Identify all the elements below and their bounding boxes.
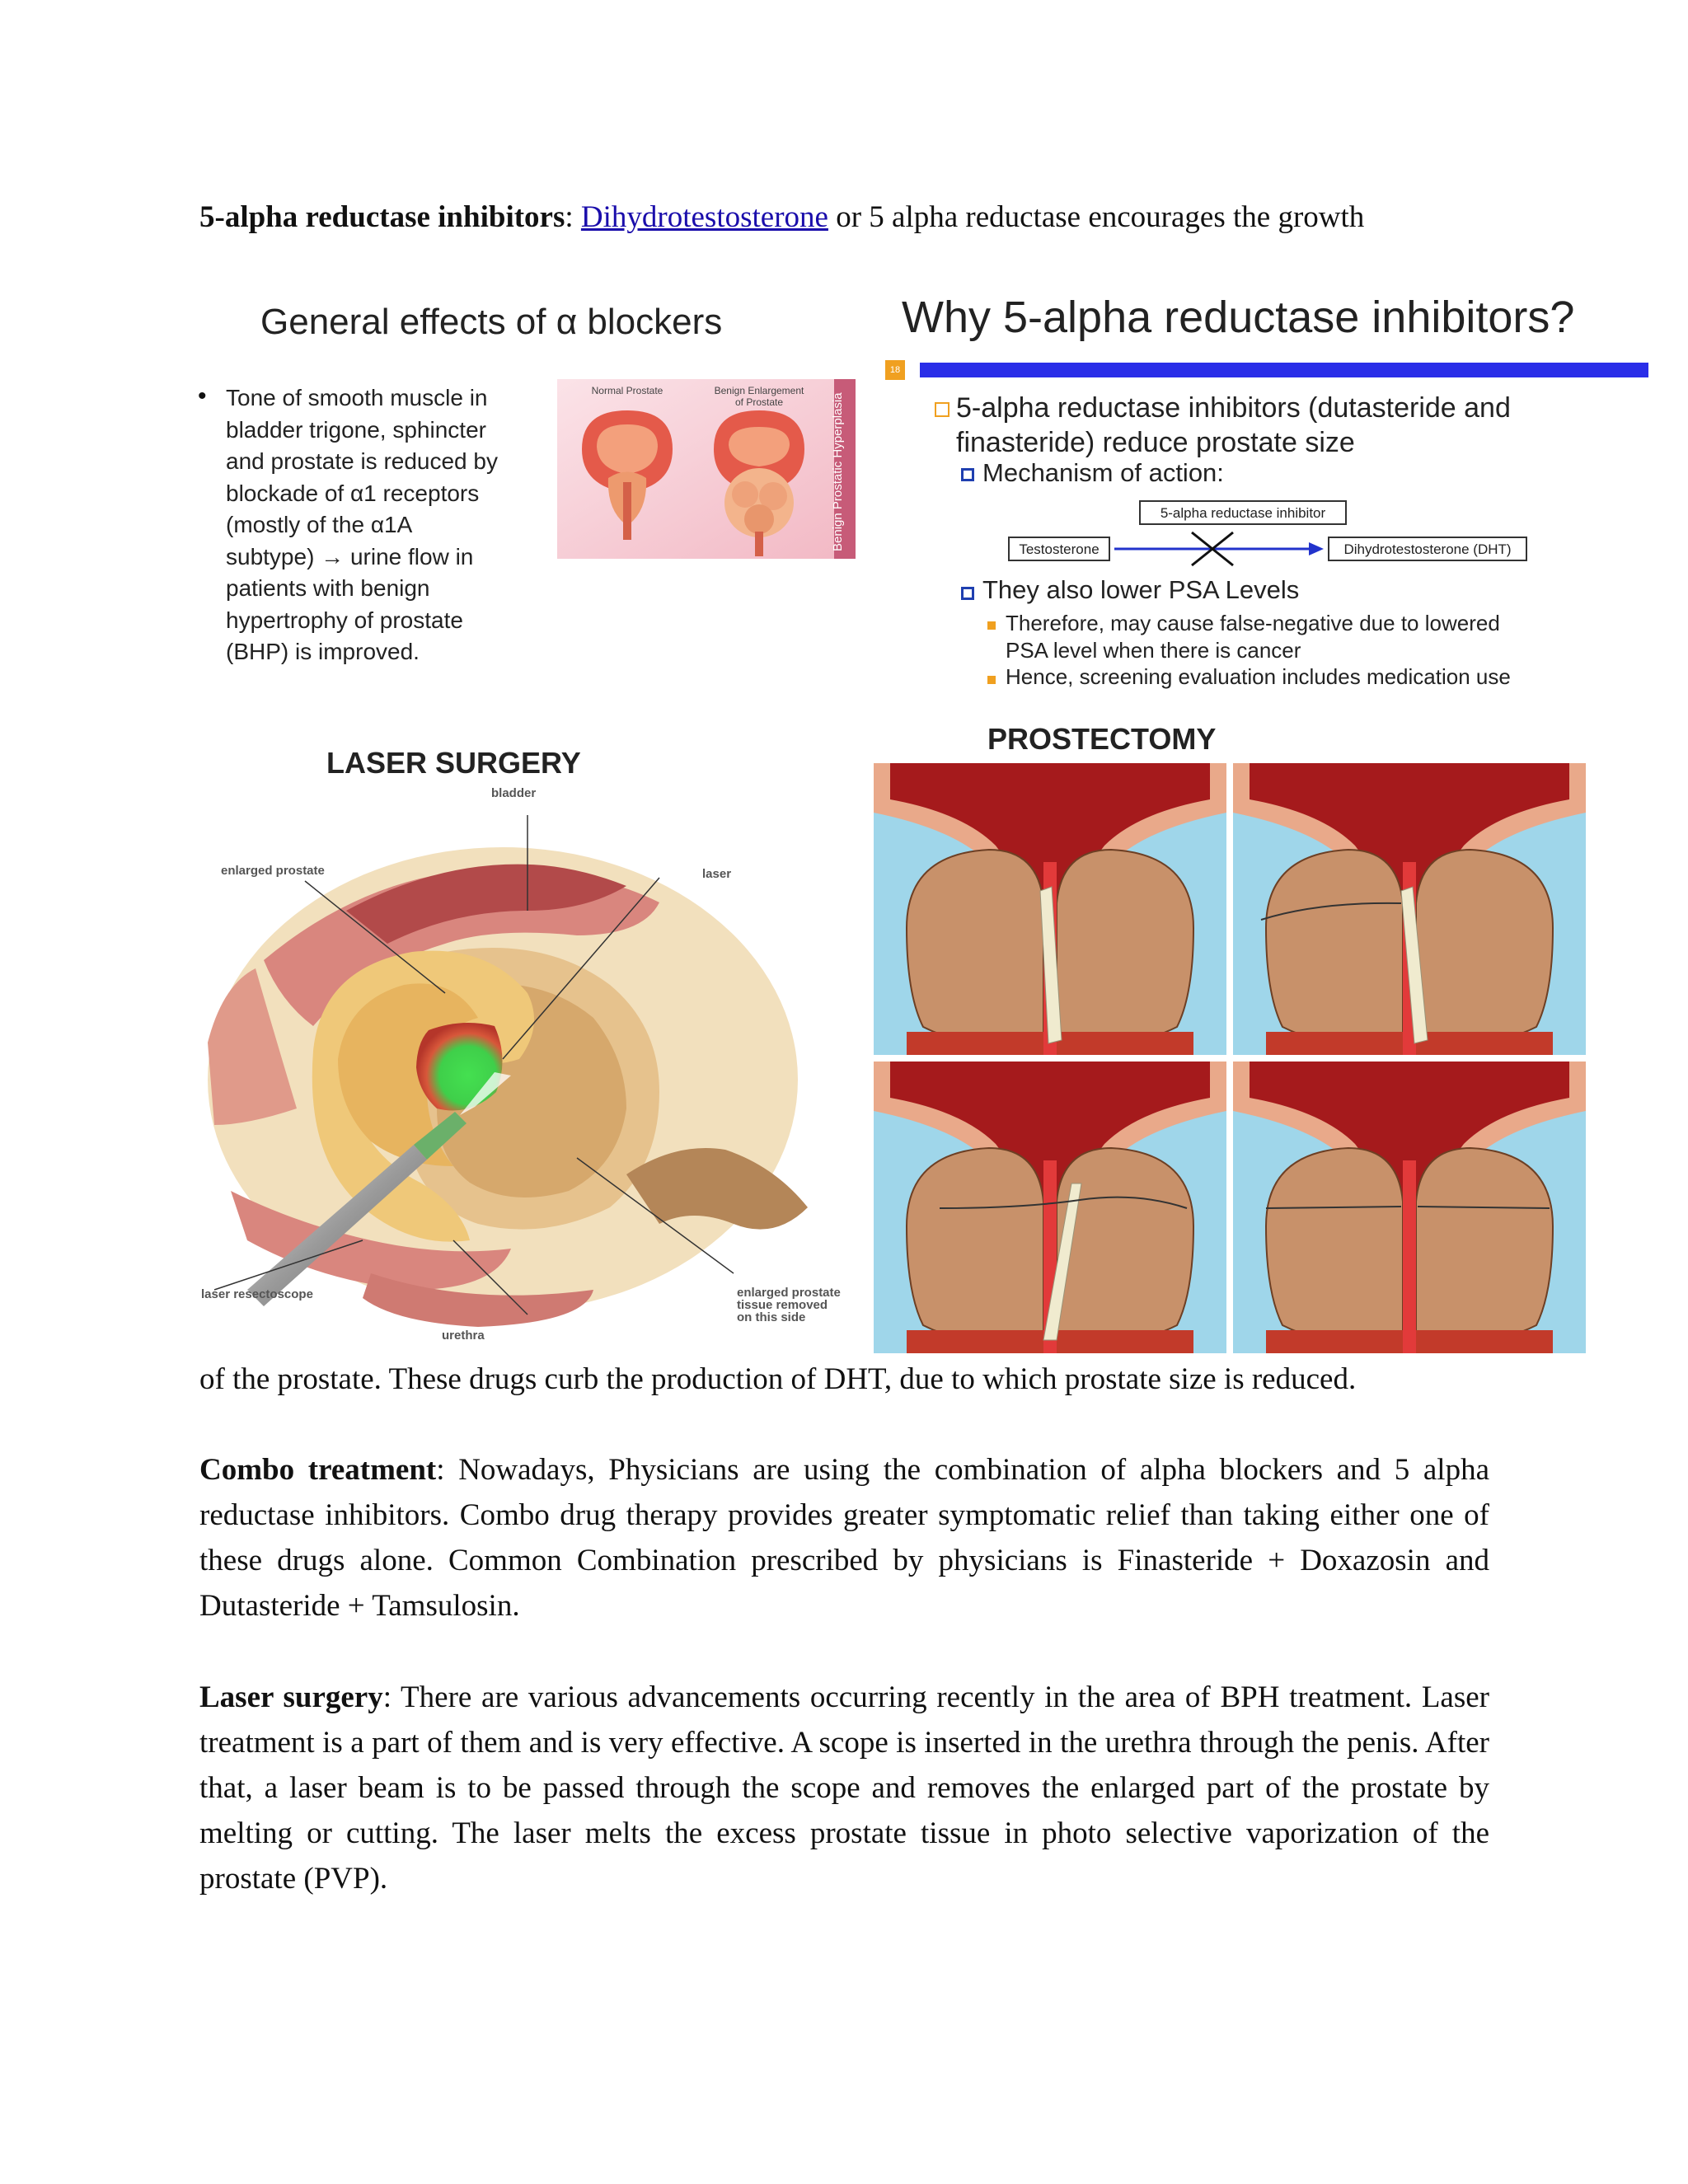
alpha-slide-title: General effects of α blockers [260, 302, 723, 342]
paragraph-laser-surgery: Laser surgery: There are various advancements occurring recently in the area of BPH treatment. Laser treatment is a part of them and is very effective. A scope is inserted in the urethra through the penis. After that, a laser beam is to be passed through the scope and removes the enlarged part of the prostate by melting or cutting. The laser melts the excess prostate tissue in photo selective vaporization of the prostate (PVP). [199, 1680, 1489, 1896]
psa-detail-2: Hence, screening evaluation includes medication use [1006, 664, 1511, 689]
psa-label: They also lower PSA Levels [982, 575, 1300, 604]
svg-text:Normal Prostate: Normal Prostate [591, 385, 663, 396]
prostatectomy-title: PROSTECTOMY [987, 722, 1217, 756]
paragraph-1-continuation: of the prostate. These drugs curb the production of DHT, due to which prostate size is reduced. [199, 1362, 1357, 1396]
prostatectomy-stage-1 [874, 763, 1226, 1055]
prostate-comparison-image [557, 379, 856, 559]
fari-slide [872, 280, 1655, 709]
paragraph-1-heading: 5-alpha reductase inhibitors [199, 200, 565, 234]
svg-text:of Prostate: of Prostate [734, 396, 784, 408]
psa-detail-1: Therefore, may cause false-negative due to lowered PSA level when there is cancer [1006, 611, 1500, 663]
svg-text:Testosterone: Testosterone [1019, 541, 1100, 557]
prostatectomy-stage-4 [1233, 1062, 1586, 1353]
laser-surgery-title: LASER SURGERY [326, 746, 581, 780]
prostatectomy-illustration [872, 719, 1589, 1355]
fari-bullet-1: 5-alpha reductase inhibitors (dutasteride and finasteride) reduce prostate size [956, 392, 1511, 458]
prostatectomy-stage-2 [1233, 763, 1586, 1055]
laser-surgery-illustration [198, 738, 857, 1352]
fari-slide-title: Why 5-alpha reductase inhibitors? [902, 293, 1575, 342]
dihydrotestosterone-link[interactable]: Dihydrotestosterone [580, 200, 828, 234]
svg-text:Benign Enlargement: Benign Enlargement [714, 385, 804, 396]
svg-text:laser: laser [702, 867, 732, 881]
svg-text:bladder: bladder [491, 786, 537, 800]
svg-text:Dihydrotestosterone (DHT): Dihydrotestosterone (DHT) [1343, 541, 1512, 557]
svg-text:on this side: on this side [737, 1310, 806, 1324]
arrow-head-icon [1309, 542, 1324, 555]
alpha-bullet-text: Tone of smooth muscle in bladder trigone, sphincter and prostate is reduced by blockade of α1 receptors (mostly of the α1A subtype) → urine flow in patients with benign hypertrophy of prostate (BHP) is improved. [226, 385, 498, 664]
orange-bullet-icon [987, 676, 996, 684]
combo-treatment-heading: Combo treatment [199, 1453, 437, 1487]
paragraph-1-first-line: 5-alpha reductase inhibitors: Dihydrotestosterone or 5 alpha reductase encourages the growth [199, 200, 1365, 234]
side-label: Benign Prostatic Hyperplasia [831, 392, 845, 551]
laser-surgery-heading: Laser surgery [199, 1680, 383, 1714]
mechanism-diagram [1004, 496, 1531, 570]
paragraph-combo-treatment: Combo treatment: Nowadays, Physicians are using the combination of alpha blockers and 5 alpha reductase inhibitors. Combo drug therapy provides greater symptomatic relief than taking either one of these drugs alone. Common Combination prescribed by physicians is Finasteride + Doxazosin and Dutasteride + Tamsulosin. [199, 1453, 1489, 1623]
orange-bullet-icon [987, 621, 996, 630]
svg-text:urethra: urethra [442, 1329, 485, 1343]
laser-anatomy-drawing [198, 779, 857, 1352]
svg-text:laser resectoscope: laser resectoscope [201, 1287, 313, 1301]
prostatectomy-stages-grid [874, 763, 1587, 1353]
square-bullet-icon [935, 402, 950, 417]
svg-text:enlarged prostate: enlarged prostate [221, 864, 325, 878]
alpha-blockers-slide [190, 297, 857, 684]
bullet-icon: • [198, 382, 207, 410]
slide-number-marker: 18 [885, 360, 905, 380]
mechanism-label: Mechanism of action: [982, 458, 1224, 487]
svg-text:tissue removed: tissue removed [737, 1298, 828, 1312]
paragraph-1-text: or 5 alpha reductase encourages the growth [836, 200, 1365, 234]
slide-title-bar [920, 363, 1648, 377]
blue-bullet-icon [961, 468, 974, 481]
blue-bullet-icon [961, 587, 974, 600]
svg-text:enlarged prostate: enlarged prostate [737, 1286, 841, 1300]
prostatectomy-stage-3 [874, 1062, 1226, 1353]
svg-text:5-alpha reductase inhibitor: 5-alpha reductase inhibitor [1160, 505, 1326, 521]
